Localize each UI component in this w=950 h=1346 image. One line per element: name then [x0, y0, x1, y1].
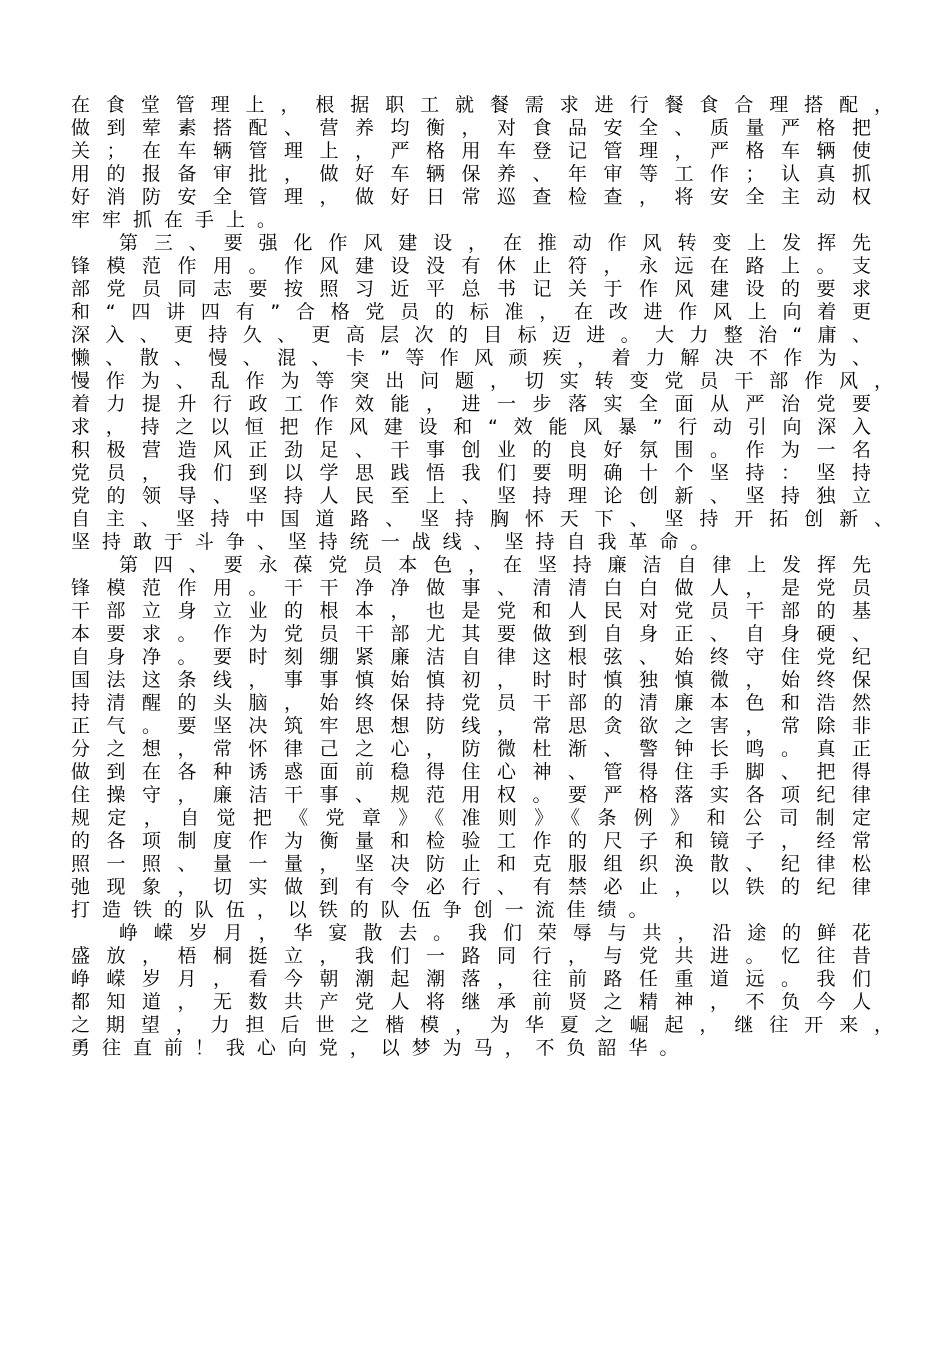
text-line: 深入、更持久、更高层次的目标迈进。大力整治“庸、 [71, 324, 871, 346]
text-line: 做到荤素搭配、营养均衡，对食品安全、质量严格把 [71, 117, 871, 139]
text-line: 本要求。作为党员干部尤其要做到自身正、自身硬、 [71, 623, 871, 645]
paragraph-end-line: 勇往直前！我心向党，以梦为马，不负韶华。 [71, 1037, 691, 1059]
paragraph-start-line: 峥嵘岁月，华宴散去。我们荣辱与共，沿途的鲜花 [119, 922, 871, 944]
paragraph-end-line: 坚持敢于斗争、坚持统一战线、坚持自我革命。 [71, 531, 722, 553]
text-line: 盛放，梧桐挺立，我们一路同行，与党共进。忆往昔 [71, 945, 871, 967]
text-line: 国法这条线，事事慎始慎初，时时慎独慎微，始终保 [71, 669, 871, 691]
text-line: 求，持之以恒把作风建设和“效能风暴”行动引向深入 [71, 416, 871, 438]
text-line: 着力提升行政工作效能，进一步落实全面从严治党要 [71, 393, 871, 415]
text-line: 部党员同志要按照习近平总书记关于作风建设的要求 [71, 278, 871, 300]
text-line: 锋模范作用。干干净净做事、清清白白做人，是党员 [71, 577, 871, 599]
text-line: 分之想，常怀律己之心，防微杜渐、警钟长鸣。真正 [71, 738, 871, 760]
text-line: 用的报备审批，做好车辆保养、年审等工作；认真抓 [71, 163, 871, 185]
text-line: 党员，我们到以学思践悟我们要明确十个坚持：坚持 [71, 462, 871, 484]
paragraph-end-line: 打造铁的队伍，以铁的队伍争创一流佳绩。 [71, 899, 660, 921]
text-line: 持清醒的头脑，始终保持党员干部的清廉本色和浩然 [71, 692, 871, 714]
paragraph-start-line: 第三、要强化作风建设，在推动作风转变上发挥先 [119, 232, 871, 254]
paragraph-start-line: 第四、要永葆党员本色，在坚持廉洁自律上发挥先 [119, 554, 871, 576]
text-line: 在食堂管理上，根据职工就餐需求进行餐食合理搭配， [71, 94, 893, 116]
text-line: 弛现象，切实做到有令必行、有禁必止，以铁的纪律 [71, 876, 871, 898]
paragraph-end-line: 牢牢抓在手上。 [71, 209, 288, 231]
text-line: 干部立身立业的根本，也是党和人民对党员干部的基 [71, 600, 871, 622]
text-line: 正气。要坚决筑牢思想防线，常思贪欲之害，常除非 [71, 715, 871, 737]
text-line: 的各项制度作为衡量和检验工作的尺子和镜子，经常 [71, 830, 871, 852]
text-line: 自身净。要时刻绷紧廉洁自律这根弦、始终守住党纪 [71, 646, 871, 668]
text-line: 锋模范作用。作风建设没有休止符，永远在路上。支 [71, 255, 871, 277]
text-line: 慢作为、乱作为等突出问题，切实转变党员干部作风， [71, 370, 893, 392]
body-text [71, 94, 893, 1060]
text-line: 住操守，廉洁干事、规范用权。要严格落实各项纪律 [71, 784, 871, 806]
text-line: 之期望，力担后世之楷模，为华夏之崛起，继往开来， [71, 1014, 893, 1036]
text-line: 关；在车辆管理上，严格用车登记管理，严格车辆使 [71, 140, 871, 162]
text-line: 好消防安全管理，做好日常巡查检查，将安全主动权 [71, 186, 871, 208]
text-line: 懒、散、慢、混、卡”等作风顽疾，着力解决不作为、 [71, 347, 871, 369]
text-line: 照一照、量一量，坚决防止和克服组织涣散、纪律松 [71, 853, 871, 875]
text-line: 党的领导、坚持人民至上、坚持理论创新、坚持独立 [71, 485, 871, 507]
text-line: 做到在各种诱惑面前稳得住心神、管得住手脚、把得 [71, 761, 871, 783]
text-line: 和“四讲四有”合格党员的标准，在改进作风上向着更 [71, 301, 871, 323]
text-line: 积极营造风正劲足、干事创业的良好氛围。作为一名 [71, 439, 871, 461]
text-line: 规定，自觉把《党章》《准则》《条例》和公司制定 [71, 807, 871, 829]
text-line: 都知道，无数共产党人将继承前贤之精神，不负今人 [71, 991, 871, 1013]
text-line: 峥嵘岁月，看今朝潮起潮落，往前路任重道远。我们 [71, 968, 871, 990]
text-line: 自主、坚持中国道路、坚持胸怀天下、坚持开拓创新、 [71, 508, 893, 530]
